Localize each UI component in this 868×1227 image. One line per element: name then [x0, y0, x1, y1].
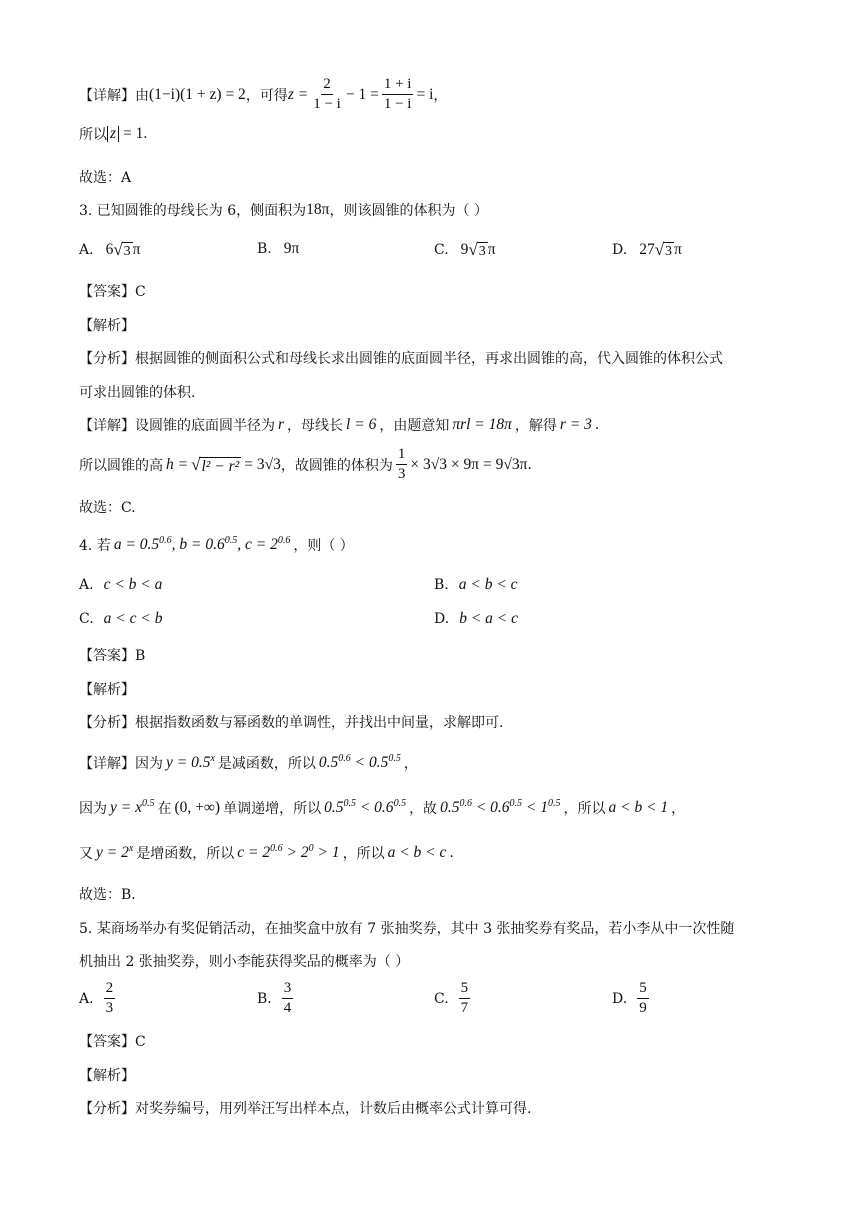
equation: a < b < c [387, 844, 447, 861]
text: 是减函数，所以 [217, 756, 316, 772]
q3-option-d[interactable] [612, 240, 682, 260]
radicand: l² − r² [201, 457, 240, 475]
sqrt: √ 3 [654, 240, 673, 259]
sqrt: √ l² − r² [191, 454, 240, 475]
numerator: 5 [459, 980, 471, 999]
q3-option-a[interactable] [79, 240, 140, 260]
q4-option-b[interactable] [434, 576, 518, 594]
q5-analysis-heading: 【解析】 [79, 1068, 135, 1084]
text: ， [433, 87, 448, 104]
q2-detail-line [79, 76, 447, 113]
numerator: 3 [282, 980, 294, 999]
text: ，由题意知 [379, 418, 450, 434]
text: ，故圆锥的体积为 [280, 457, 393, 474]
text: ，则（ ） [293, 538, 354, 554]
equation: $y = x^{0.5}$ [110, 798, 155, 816]
q4-option-c[interactable] [79, 610, 162, 628]
denominator: 4 [283, 1000, 292, 1016]
option-text: b < a < c [459, 610, 518, 627]
equation: h = [166, 455, 189, 473]
option-label: B. [434, 577, 449, 593]
q5-option-c[interactable] [434, 980, 473, 1017]
numerator: 1 + i [382, 76, 414, 95]
sqrt: √ 3 [468, 240, 486, 259]
text: ，故 [409, 801, 438, 817]
text: 所以 [79, 127, 107, 143]
equation: 18π [306, 201, 330, 218]
text: 3. 已知圆锥的母线长为 6，侧面积为 [79, 203, 307, 219]
q3-option-b[interactable] [257, 240, 299, 258]
equation: × 3√3 × 9π = 9√3π [410, 455, 528, 473]
fraction [382, 76, 414, 113]
option-label: C. [434, 242, 449, 258]
abs-value: z [107, 126, 119, 142]
text: ， [671, 801, 686, 817]
sqrt: √ 3 [113, 240, 131, 259]
equation: = i [416, 85, 434, 103]
text: ，解得 [514, 418, 557, 434]
fraction [396, 446, 408, 483]
numerator: 2 [321, 76, 333, 95]
q3-detail [79, 415, 599, 435]
option-coef: 27 [639, 241, 655, 258]
numerator: 1 [396, 446, 408, 465]
equation: r [278, 416, 285, 433]
equation: a < b < 1 [608, 799, 669, 816]
option-label: D. [612, 242, 628, 258]
q4-detail-3 [79, 843, 454, 863]
denominator: 9 [639, 1000, 647, 1016]
text: . [449, 845, 454, 861]
option-tail: π [487, 241, 496, 258]
option-coef: 9 [460, 241, 469, 258]
q4-option-d[interactable] [434, 610, 518, 628]
text: 又 [79, 846, 93, 862]
q3-stem [79, 200, 488, 220]
text: 在 [157, 801, 172, 817]
option-label: A. [79, 990, 94, 1007]
text: ，所以 [563, 801, 606, 817]
radicand: 3 [478, 244, 486, 259]
denominator: 1 − i [313, 96, 341, 112]
text: 是增函数，所以 [136, 846, 235, 862]
equation: z = [287, 85, 309, 103]
q3-height-line [79, 446, 532, 483]
equation: r = 3 [559, 416, 592, 433]
fraction [311, 76, 343, 113]
q5-option-a[interactable] [79, 980, 118, 1017]
q5-stem-2: 机抽出 2 张抽奖券，则小李能获得奖品的概率为（ ） [79, 954, 410, 970]
q3-choose: 故选：C. [79, 500, 136, 516]
equation: = 1. [123, 125, 148, 142]
text: ，可得 [245, 87, 288, 104]
denominator: 3 [105, 1000, 114, 1016]
text: 单调递增，所以 [223, 801, 322, 817]
option-label: B. [257, 990, 272, 1007]
fraction [637, 980, 649, 1017]
option-label: C. [434, 990, 449, 1007]
equation: = 3√3 [244, 455, 281, 473]
equation: $c = 2^{0.6} > 2^0 > 1$ [237, 843, 340, 861]
equation [114, 536, 291, 554]
q4-detail-1 [79, 753, 418, 773]
option-label: D. [434, 611, 450, 627]
text: . [594, 417, 600, 433]
equation: $0.5^{0.6} < 0.6^{0.5} < 1^{0.5}$ [440, 798, 561, 816]
denominator: 7 [460, 1000, 469, 1016]
q4-answer: 【答案】B [79, 648, 146, 664]
q3-answer: 【答案】C [79, 284, 146, 300]
q2-choose: 故选：A [79, 170, 132, 186]
text: ，母线长 [287, 418, 344, 434]
q5-option-d[interactable] [612, 980, 652, 1017]
text: 【详解】设圆锥的底面圆半径为 [79, 418, 275, 434]
option-label: C. [79, 611, 94, 627]
text: ， [403, 756, 418, 772]
equation: − 1 = [345, 85, 379, 103]
text: 【详解】因为 [79, 756, 163, 772]
text: ，则该圆锥的体积为（ ） [329, 203, 488, 219]
q3-option-c[interactable] [434, 240, 496, 260]
option-coef: 6 [105, 241, 114, 258]
equation: (0, +∞) [174, 799, 221, 816]
q2-conclusion [79, 124, 147, 144]
q4-analysis-heading: 【解析】 [79, 682, 135, 698]
equation: $0.5^{0.6} < 0.5^{0.5}$ [318, 753, 401, 771]
text: 因为 [79, 801, 107, 817]
stem-expression: $a = 0.5^{0.6}$, $b = 0.6^{0.5}$, $c = 2^{0.6}$ [113, 535, 291, 553]
option-text: a < b < c [458, 576, 518, 593]
equation: $y = 2^x$ [96, 843, 134, 861]
q4-stem [79, 535, 354, 555]
equation: $y = 0.5^x$ [166, 753, 215, 771]
equation: $0.5^{0.5} < 0.6^{0.5}$ [324, 798, 407, 816]
option-label: B. [257, 241, 272, 257]
q4-choose: 故选：B. [79, 887, 136, 903]
radicand: 3 [665, 244, 673, 259]
q3-analysis-heading: 【解析】 [79, 318, 135, 334]
q5-option-b[interactable] [257, 980, 296, 1017]
option-tail: π [674, 241, 682, 258]
denominator: 1 − i [383, 96, 412, 112]
text: 4. 若 [79, 538, 111, 554]
equation: l = 6 [346, 416, 377, 433]
q5-stem-1: 5. 某商场举办有奖促销活动，在抽奖盒中放有 7 张抽奖券，其中 3 张抽奖券有奖品，若小李从中一次性随 [79, 921, 735, 937]
fraction [282, 980, 294, 1017]
text: ，所以 [342, 846, 385, 862]
radicand: 3 [123, 244, 131, 259]
q5-answer: 【答案】C [79, 1034, 146, 1050]
numerator: 2 [104, 980, 116, 999]
equation: (1−i)(1 + z) = 2 [149, 85, 246, 103]
option-label: A. [79, 577, 94, 593]
option-label: A. [79, 242, 94, 258]
text: 所以圆锥的高 [79, 457, 163, 474]
numerator: 5 [637, 980, 649, 999]
option-text: c < b < a [103, 576, 163, 593]
text: . [527, 456, 532, 473]
q5-analysis-1: 【分析】对奖券编号，用列举汪写出样本点，计数后由概率公式计算可得. [79, 1101, 532, 1117]
q4-detail-2 [79, 798, 685, 818]
fraction [104, 980, 116, 1017]
option-tail: π [132, 241, 141, 258]
option-coef: 9π [283, 240, 300, 257]
q3-analysis-2: 可求出圆锥的体积. [79, 385, 196, 401]
fraction [459, 980, 471, 1017]
denominator: 3 [397, 466, 406, 482]
equation: πrl = 18π [452, 416, 512, 433]
option-label: D. [612, 990, 628, 1007]
q3-analysis-1: 【分析】根据圆锥的侧面积公式和母线长求出圆锥的底面圆半径，再求出圆锥的高，代入圆锥的体积公式 [79, 351, 723, 367]
option-text: a < c < b [103, 610, 163, 627]
q4-analysis-1: 【分析】根据指数函数与幂函数的单调性，并找出中间量，求解即可. [79, 715, 504, 731]
detail-label: 【详解】由 [79, 87, 149, 104]
q4-option-a[interactable] [79, 576, 162, 594]
